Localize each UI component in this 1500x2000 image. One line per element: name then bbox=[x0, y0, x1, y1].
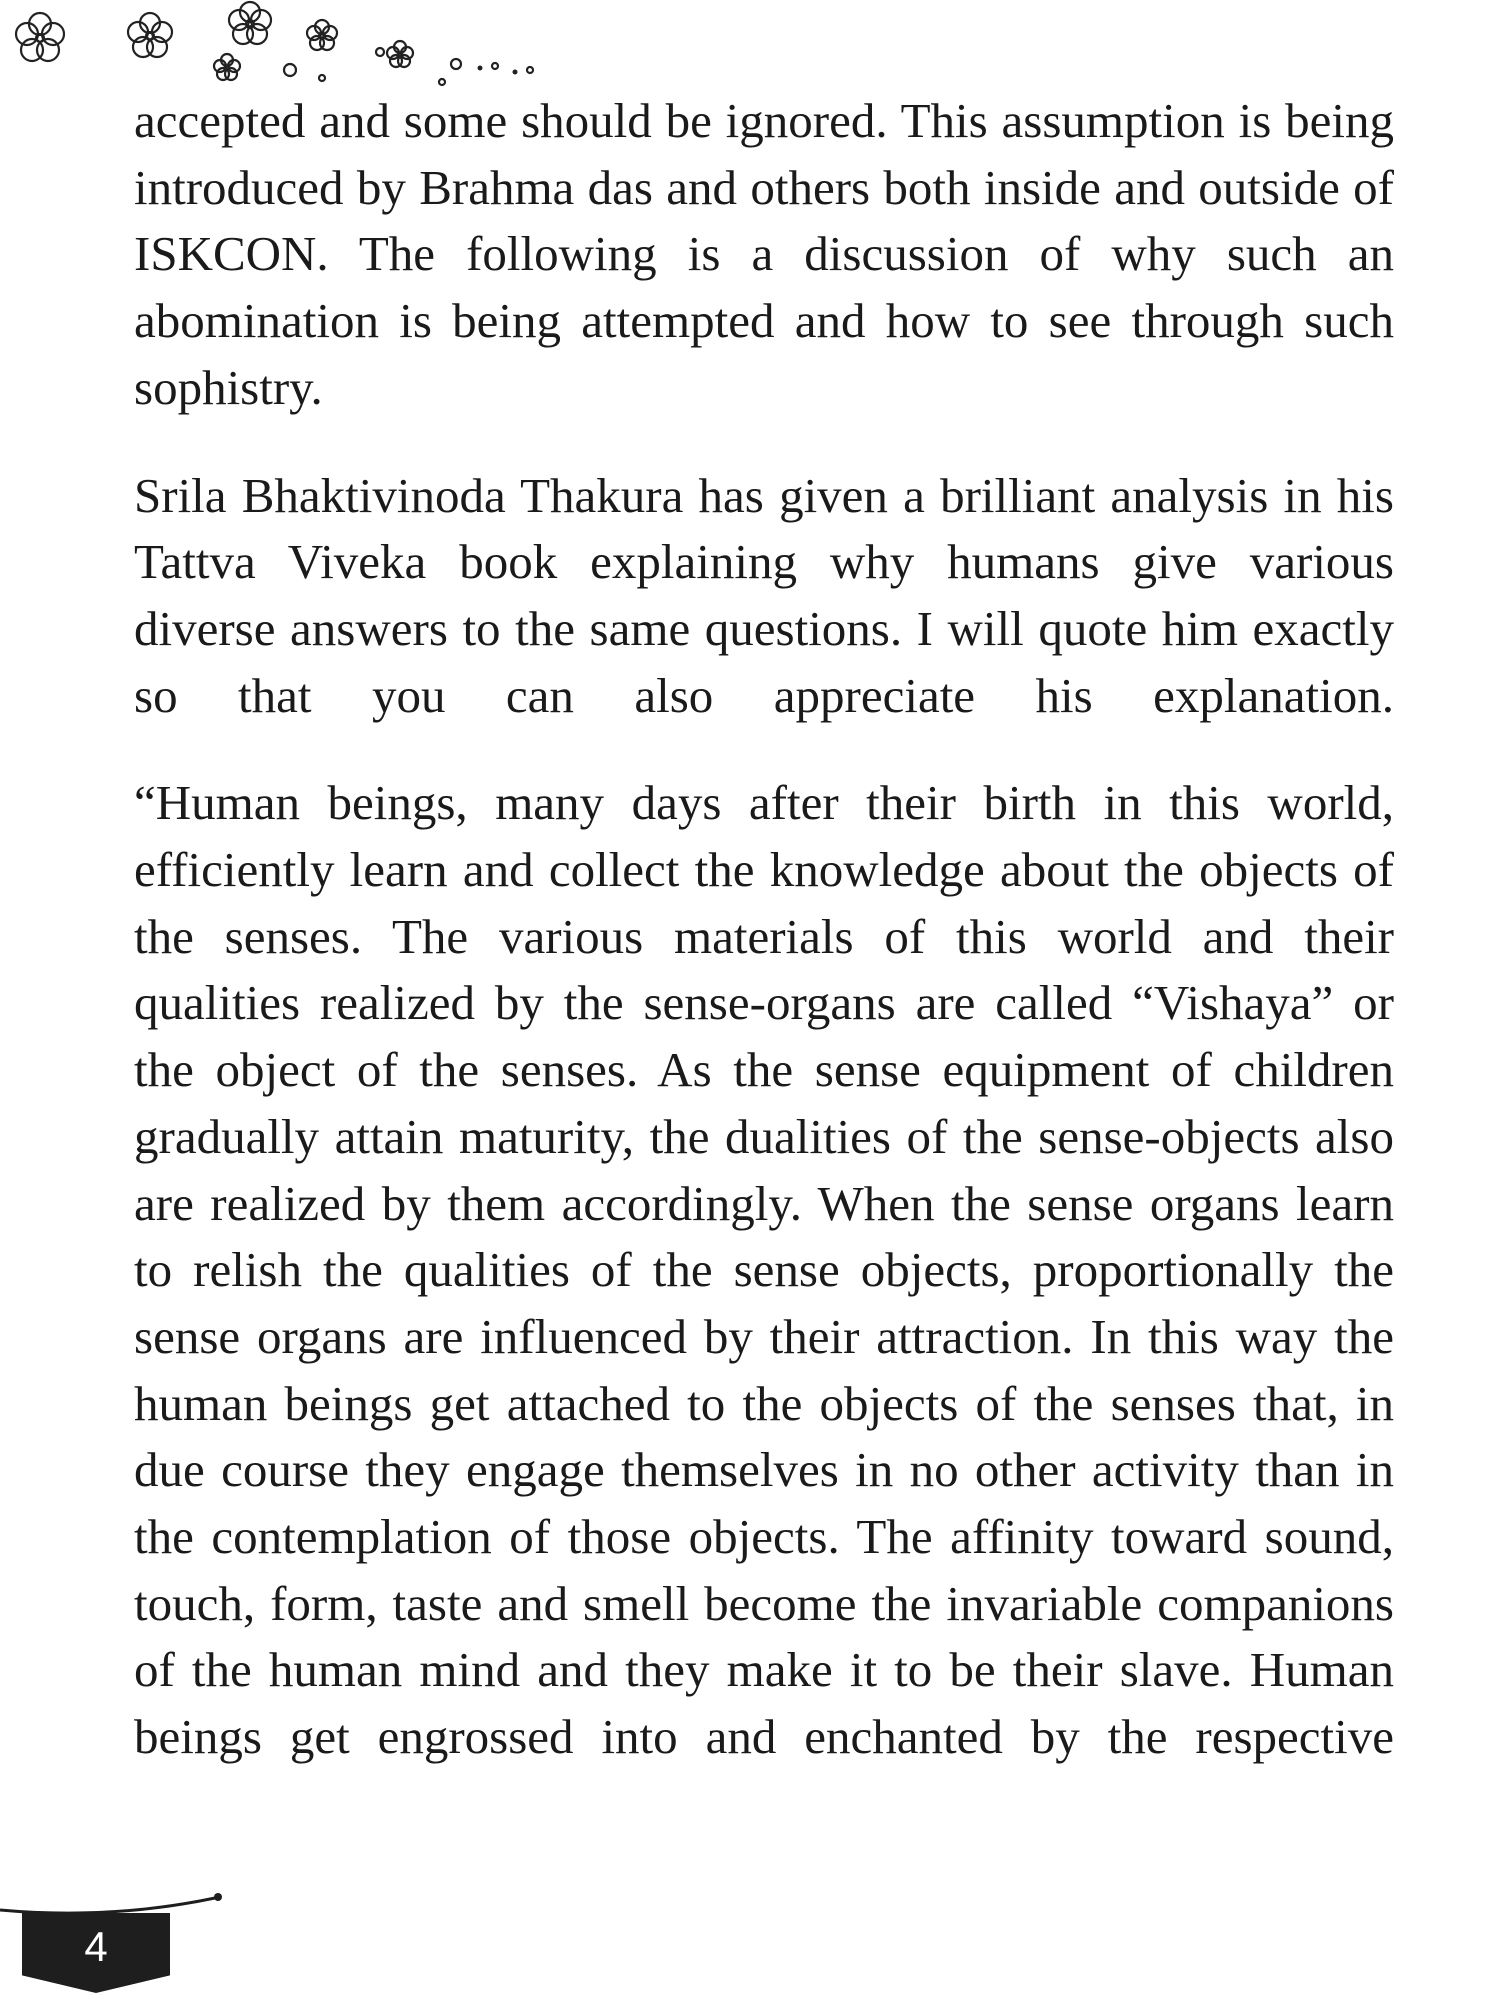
paragraph-3: “Human beings, many days after their birth in this world, efficiently learn and collect the knowledge about the objects of the senses. The various materials of this world and their qualities realized by the sense-organs are called “Vishaya” or the object of the senses. As the sense equipment of children gradually attain maturity, the dualities of the sense-objects also are realized by them accordingly. When the sense organs learn to relish the qualities of the sense objects, proportionally the sense organs are influenced by their attraction. In this way the human beings get attached to the objects of the senses that, in due course they engage themselves in no other activity than in the contemplation of those objects. The affinity toward sound, touch, form, taste and smell become the invariable companions of the human mind and they make it to be their slave. Human beings get engrossed into and enchanted by the respective bbox=[134, 775, 1394, 1765]
page-footer bbox=[0, 1880, 240, 2000]
paragraph-2: Srila Bhaktivinoda Thakura has given a brilliant analysis in his Tattva Viveka book explaining why humans give various diverse answers to the same questions. I will quote him exactly so that you can also appreciate his explanation. bbox=[134, 467, 1394, 723]
flower-border-icon bbox=[0, 0, 560, 95]
body-text bbox=[134, 88, 1394, 1812]
page-number: 4 bbox=[84, 1923, 108, 1970]
paragraph-1: accepted and some should be ignored. This assumption is being introduced by Brahma das and others both inside and outside of ISKCON. The following is a discussion of why such an abomination is being attempted and how to see through such sophistry. bbox=[134, 93, 1394, 415]
